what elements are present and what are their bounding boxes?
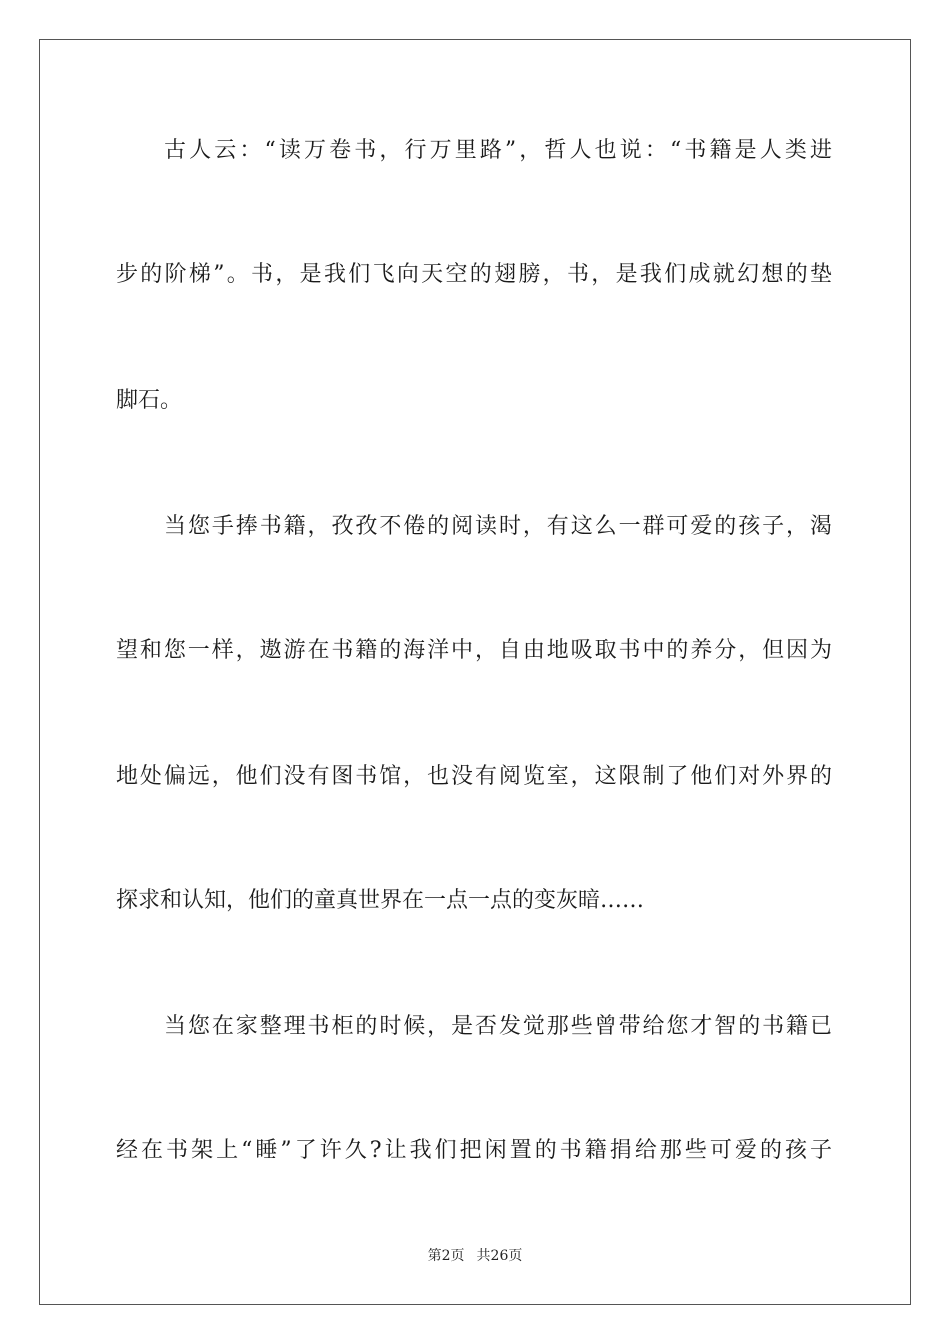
paragraph-2-line-2: 望和您一样，遨游在书籍的海洋中，自由地吸取书中的养分，但因为 xyxy=(116,638,832,663)
page-number: 第2页 xyxy=(427,1248,465,1264)
paragraph-3-line-2: 经在书架上“睡”了许久?让我们把闲置的书籍捐给那些可爱的孩子 xyxy=(116,1138,832,1163)
paragraph-1-line-3: 脚石。 xyxy=(116,388,183,413)
page-footer xyxy=(0,1246,950,1266)
page-total: 共26页 xyxy=(476,1248,523,1264)
paragraph-1-line-1: 古人云：“读万卷书，行万里路”，哲人也说：“书籍是人类进 xyxy=(164,138,832,163)
paragraph-2-line-4: 探求和认知，他们的童真世界在一点一点的变灰暗…… xyxy=(116,888,645,913)
page-border xyxy=(39,39,911,1305)
paragraph-3-line-1: 当您在家整理书柜的时候，是否发觉那些曾带给您才智的书籍已 xyxy=(164,1014,832,1039)
paragraph-1-line-2: 步的阶梯”。书，是我们飞向天空的翅膀，书，是我们成就幻想的垫 xyxy=(116,262,832,287)
paragraph-2-line-1: 当您手捧书籍，孜孜不倦的阅读时，有这么一群可爱的孩子，渴 xyxy=(164,514,832,539)
paragraph-2-line-3: 地处偏远，他们没有图书馆，也没有阅览室，这限制了他们对外界的 xyxy=(116,764,832,789)
